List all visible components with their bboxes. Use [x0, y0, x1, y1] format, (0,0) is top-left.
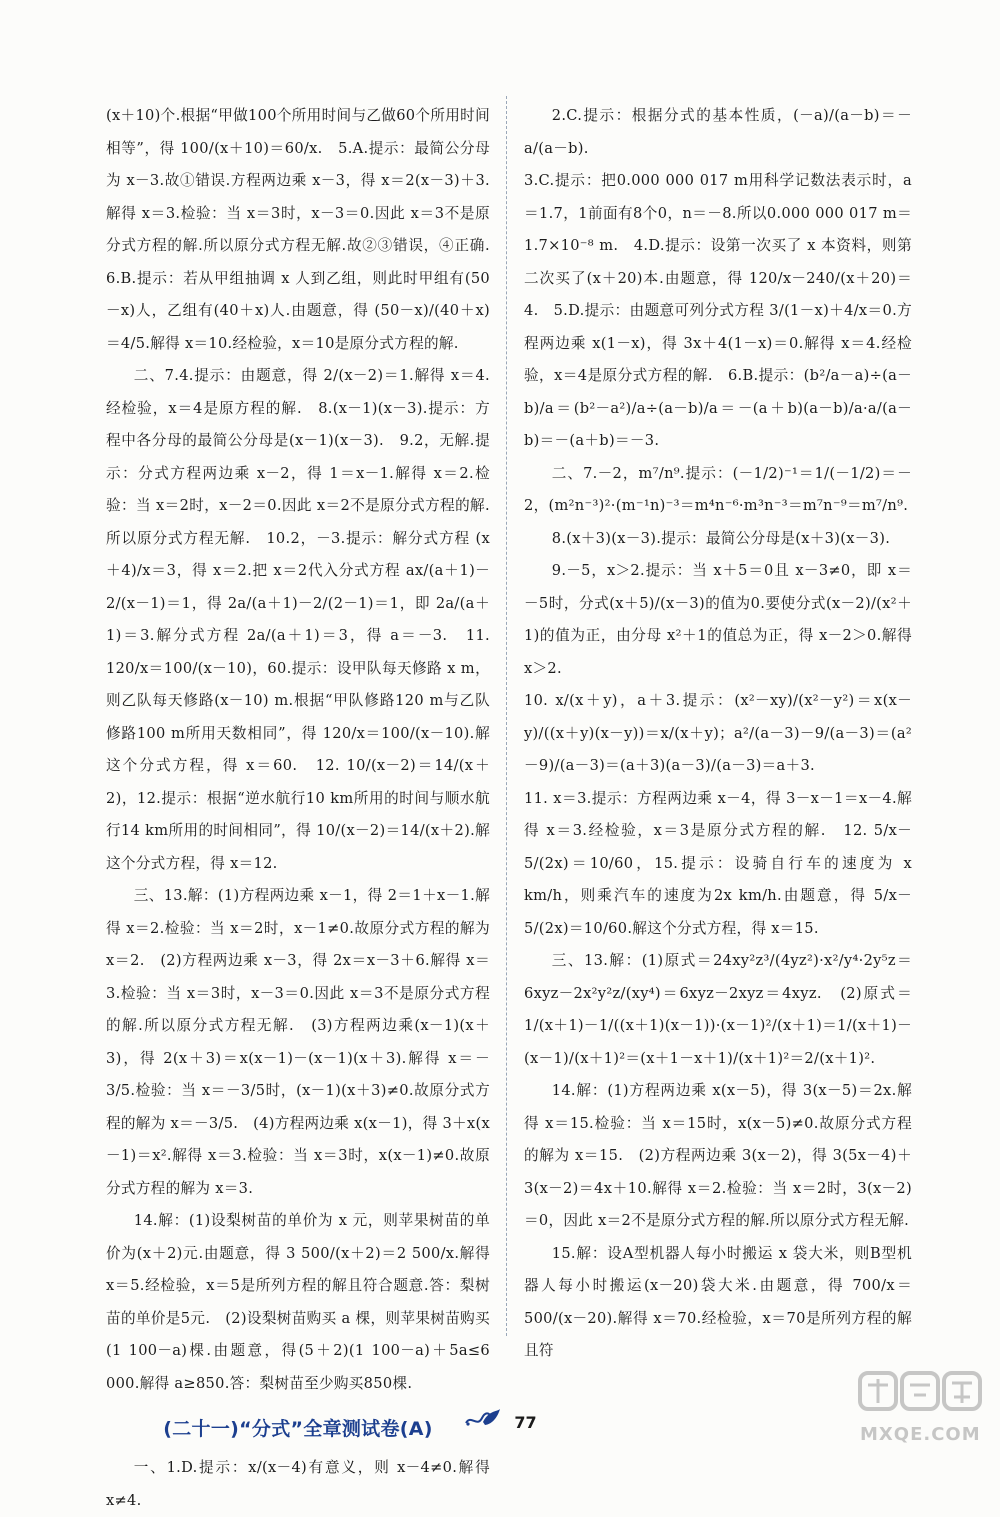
answer-paragraph: 一、1.D.提示：x/(x－4)有意义，则 x－4≠0.解得 x≠4. [106, 1459, 495, 1509]
answer-paragraph: 8.(x＋3)(x－3).提示：最简公分母是(x＋3)(x－3). [551, 529, 891, 547]
section-title: (二十一)“分式”全章测试卷(A) [163, 1418, 433, 1440]
left-paragraphs-after [106, 1452, 495, 1517]
column-divider [506, 96, 508, 1336]
answer-paragraph: 二、7.4.提示：由题意，得 2/(x－2)＝1.解得 x＝4.经检验，x＝4是原方程的解. 8.(x－1)(x－3).提示：方程中各分母的最简公分母是(x－1)(x－3). 9.2，无解.提示：分式方程两边乘 x－2，得 1＝x－1.解得 x＝2.检验：当 x＝2时，x－2＝0.因此 x＝2不是原分式方程的解.所以原分式方程无解. 10.2，－3.提示：解分式方程 (x＋4)/x＝3，得 x＝2.把 x＝2代入分式方程 ax/(a＋1)－2/(x－1)＝1，得 2a/(a＋1)－2/(2－1)＝1，即 2a/(a＋1)＝3.解分式方程 2a/(a＋1)＝3，得 a＝－3. 11. 120/x＝100/(x－10)，60.提示：设甲队每天修路 x m，则乙队每天修路(x－10) m.根据“甲队修路120 m与乙队修路100 m所用天数相同”，得 120/x＝100/(x－10).解这个分式方程，得 x＝60. 12. 10/(x－2)＝14/(x＋2)，12.提示：根据“逆水航行10 km所用的时间与顺水航行14 km所用的时间相同”，得 10/(x－2)＝14/(x＋2).解这个分式方程，得 x＝12. [106, 367, 495, 872]
answer-paragraph: 3.C.提示：把0.000 000 017 m用科学记数法表示时，a＝1.7，1前面有8个0，n＝－8.所以0.000 000 017 m＝1.7×10⁻⁸ m. 4.D.提示：设第一次买了 x 本资料，则第二次买了(x＋20)本.由题意，得 120/x－240/(x＋20)＝4. 5.D.提示：由题意可列分式方程 3/(1－x)＋4/x＝0.方程两边乘 x(1－x)，得 3x＋4(1－x)＝0.解得 x＝4.经检验，x＝4是原分式方程的解. 6.B.提示：(b²/a－a)÷(a－b)/a＝(b²－a²)/a÷(a－b)/a＝－(a＋b)(a－b)/a·a/(a－b)＝－(a＋b)＝－3. [524, 172, 912, 449]
left-column [106, 100, 505, 1517]
answer-paragraph: 15.解：设A型机器人每小时搬运 x 袋大米，则B型机器人每小时搬运(x－20)袋大米.由题意，得 700/x＝500/(x－20).解得 x＝70.经检验，x＝70是所列方程的解且符 [524, 1244, 912, 1359]
answer-paragraph: (x＋10)个.根据“甲做100个所用时间与乙做60个所用时间相等”，得 100/(x＋10)＝60/x. 5.A.提示：最简公分母为 x－3.故①错误.方程两边乘 x－3，得 x＝2(x－3)＋3.解得 x＝3.检验：当 x＝3时，x－3＝0.因此 x＝3不是原分式方程的解.所以原分式方程无解.故②③错误，④正确. 6.B.提示：若从甲组抽调 x 人到乙组，则此时甲组有(50－x)人，乙组有(40＋x)人.由题意，得 (50－x)/(40＋x)＝4/5.解得 x＝10.经检验，x＝10是原分式方程的解. [106, 107, 505, 352]
page-ornament-icon [463, 1408, 503, 1430]
answer-paragraph: 14.解：(1)设梨树苗的单价为 x 元，则苹果树苗的单价为(x＋2)元.由题意，得 3 500/(x＋2)＝2 500/x.解得 x＝5.经检验，x＝5是所列方程的解且符合题意.答：梨树苗的单价是5元. (2)设梨树苗购买 a 棵，则苹果树苗购买(1 100－a)棵.由题意，得(5＋2)(1 100－a)＋5a≤6 000.解得 a≥850.答：梨树苗至少购买850棵. [106, 1212, 495, 1392]
answer-paragraph: 三、13.解：(1)原式＝24xy²z³/(4yz²)·x²/y⁴·2y⁵z＝6xyz－2x²y²z/(xy⁴)＝6xyz－2xyz＝4xyz. (2)原式＝1/(x＋1)－1/((x＋1)(x－1))·(x－1)²/(x＋1)＝1/(x＋1)－(x－1)/(x＋1)²＝(x＋1－x＋1)/(x＋1)²＝2/(x＋1)². [524, 952, 912, 1067]
answer-paragraph: 2.C.提示：根据分式的基本性质，(－a)/(a－b)＝－a/(a－b). [524, 107, 912, 157]
left-paragraphs-before [106, 100, 505, 1400]
answer-paragraph: 三、13.解：(1)方程两边乘 x－1，得 2＝1＋x－1.解得 x＝2.检验：当 x＝2时，x－1≠0.故原分式方程的解为 x＝2. (2)方程两边乘 x－3，得 2x＝x－3＋6.解得 x＝3.检验：当 x＝3时，x－3＝0.因此 x＝3不是原分式方程的解.所以原分式方程无解. (3)方程两边乘(x－1)(x＋3)，得 2(x＋3)＝x(x－1)－(x－1)(x＋3).解得 x＝－3/5.检验：当 x＝－3/5时，(x－1)(x＋3)≠0.故原分式方程的解为 x＝－3/5. (4)方程两边乘 x(x－1)，得 3＋x(x－1)＝x².解得 x＝3.检验：当 x＝3时，x(x－1)≠0.故原分式方程的解为 x＝3. [106, 887, 495, 1197]
right-column [524, 100, 917, 1368]
answer-paragraph: 9.－5，x＞2.提示：当 x＋5＝0且 x－3≠0，即 x＝－5时，分式(x＋5)/(x－3)的值为0.要使分式(x－2)/(x²＋1)的值为正，由分母 x²＋1的值总为正，得 x－2＞0.解得 x＞2. [524, 562, 917, 677]
page-footer [0, 1408, 1000, 1438]
answer-paragraph: 14.解：(1)方程两边乘 x(x－5)，得 3(x－5)＝2x.解得 x＝15.检验：当 x＝15时，x(x－5)≠0.故原分式方程的解为 x＝15. (2)方程两边乘 3(x－2)，得 3(5x－4)＋3(x－2)＝4x＋10.解得 x＝2.检验：当 x＝2时，3(x－2)＝0，因此 x＝2不是原分式方程的解.所以原分式方程无解. [524, 1082, 912, 1229]
page-number: 77 [514, 1412, 537, 1432]
watermark-stamp-icon [856, 1367, 986, 1423]
answer-paragraph: 11. x＝3.提示：方程两边乘 x－4，得 3－x－1＝x－4.解得 x＝3.经检验，x＝3是原分式方程的解. 12. 5/x－5/(2x)＝10/60，15.提示：设骑自行车的速度为 x km/h，则乘汽车的速度为2x km/h.由题意，得 5/x－5/(2x)＝10/60.解这个分式方程，得 x＝15. [524, 789, 917, 937]
watermark-url: MXQE.COM [860, 1424, 981, 1445]
answer-paragraph: 二、7.－2，m⁷/n⁹.提示：(－1/2)⁻¹＝1/(－1/2)＝－2，(m²n⁻³)²·(m⁻¹n)⁻³＝m⁴n⁻⁶·m³n⁻³＝m⁷n⁻⁹＝m⁷/n⁹. [524, 464, 912, 514]
answer-paragraph: 10. x/(x＋y)，a＋3.提示：(x²－xy)/(x²－y²)＝x(x－y)/((x＋y)(x－y))＝x/(x＋y)；a²/(a－3)－9/(a－3)＝(a²－9)/(a－3)＝(a＋3)(a－3)/(a－3)＝a＋3. [524, 692, 912, 774]
watermark-logo [856, 1367, 986, 1447]
